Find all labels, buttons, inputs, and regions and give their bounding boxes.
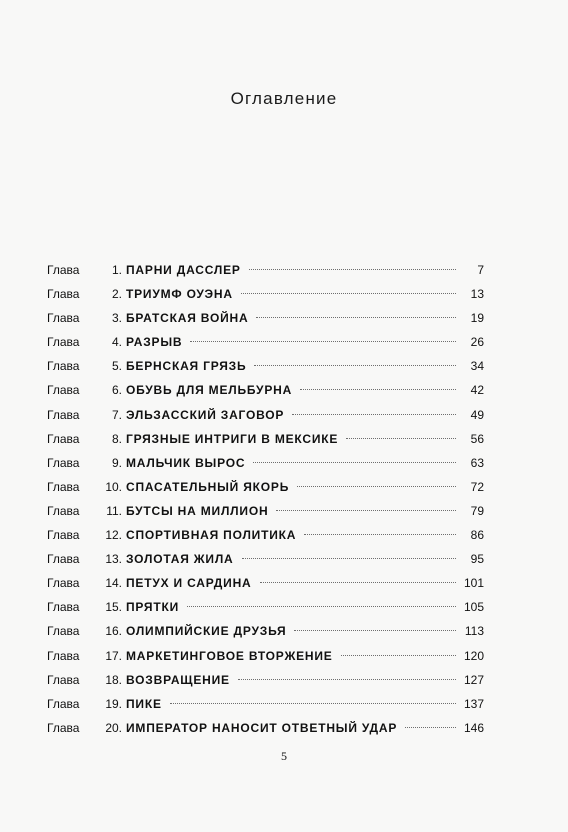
page-number: 5 xyxy=(281,749,287,763)
toc-row-9[interactable] xyxy=(47,456,484,480)
toc-row-17[interactable] xyxy=(47,649,484,673)
toc-row-18[interactable] xyxy=(47,673,484,697)
dot-leader xyxy=(294,630,456,631)
dot-leader xyxy=(276,510,456,511)
dot-leader xyxy=(292,414,456,415)
toc-row-20[interactable] xyxy=(47,721,484,745)
chapter-title: СПАСАТЕЛЬНЫЙ ЯКОРЬ xyxy=(126,479,290,494)
dot-leader xyxy=(190,341,456,342)
chapter-number: 5. xyxy=(111,359,122,374)
chapter-number: 15. xyxy=(105,600,122,615)
toc-row-15[interactable] xyxy=(47,600,484,624)
toc-row-4[interactable] xyxy=(47,335,484,359)
chapter-page-number: 34 xyxy=(470,359,484,374)
chapter-prefix: Глава xyxy=(47,552,80,567)
chapter-page-number: 137 xyxy=(463,696,484,711)
chapter-prefix: Глава xyxy=(47,648,80,663)
dot-leader xyxy=(300,389,456,390)
dot-leader xyxy=(253,462,456,463)
chapter-prefix: Глава xyxy=(47,455,80,470)
chapter-title: ПИКЕ xyxy=(126,696,162,711)
toc-row-8[interactable] xyxy=(47,432,484,456)
toc-row-7[interactable] xyxy=(47,408,484,432)
chapter-title: БРАТСКАЯ ВОЙНА xyxy=(126,311,249,326)
chapter-prefix: Глава xyxy=(47,528,80,543)
toc-row-16[interactable] xyxy=(47,624,484,648)
toc-row-10[interactable] xyxy=(47,480,484,504)
chapter-page-number: 127 xyxy=(463,672,484,687)
dot-leader xyxy=(238,679,456,680)
chapter-prefix: Глава xyxy=(47,407,80,422)
chapter-number: 10. xyxy=(105,479,122,494)
chapter-title: МАРКЕТИНГОВОЕ ВТОРЖЕНИЕ xyxy=(126,648,333,663)
chapter-title: БЕРНСКАЯ ГРЯЗЬ xyxy=(126,359,247,374)
chapter-number: 16. xyxy=(105,624,122,639)
chapter-number: 9. xyxy=(111,455,122,470)
chapter-page-number: 113 xyxy=(464,624,484,639)
chapter-title: ИМПЕРАТОР НАНОСИТ ОТВЕТНЫЙ УДАР xyxy=(126,720,398,735)
chapter-number: 1. xyxy=(111,263,122,277)
chapter-number: 11. xyxy=(106,503,122,518)
chapter-title: РАЗРЫВ xyxy=(126,335,183,350)
chapter-number: 2. xyxy=(111,287,122,302)
dot-leader xyxy=(242,558,456,559)
dot-leader xyxy=(341,655,456,656)
dot-leader xyxy=(249,269,456,270)
dot-leader xyxy=(260,582,456,583)
toc-row-11[interactable] xyxy=(47,504,484,528)
chapter-prefix: Глава xyxy=(47,672,80,687)
toc-row-5[interactable] xyxy=(47,359,484,383)
toc-row-12[interactable] xyxy=(47,528,484,552)
chapter-prefix: Глава xyxy=(47,311,80,326)
toc-row-6[interactable] xyxy=(47,383,484,407)
chapter-prefix: Глава xyxy=(47,287,80,302)
chapter-title: ЗОЛОТАЯ ЖИЛА xyxy=(126,552,234,567)
chapter-page-number: 26 xyxy=(470,335,484,350)
chapter-prefix: Глава xyxy=(47,359,80,374)
chapter-number: 4. xyxy=(111,335,122,350)
chapter-page-number: 86 xyxy=(470,528,484,543)
chapter-page-number: 95 xyxy=(470,552,484,567)
toc-row-3[interactable] xyxy=(47,311,484,335)
chapter-title: ОБУВЬ ДЛЯ МЕЛЬБУРНА xyxy=(126,383,293,398)
chapter-number: 7. xyxy=(111,407,122,422)
chapter-page-number: 42 xyxy=(470,383,484,398)
chapter-prefix: Глава xyxy=(47,479,80,494)
chapter-page-number: 13 xyxy=(470,287,484,302)
chapter-title: ПАРНИ ДАССЛЕР xyxy=(126,263,241,277)
chapter-title: МАЛЬЧИК ВЫРОС xyxy=(126,455,246,470)
chapter-prefix: Глава xyxy=(47,696,80,711)
dot-leader xyxy=(304,534,456,535)
chapter-title: ЭЛЬЗАССКИЙ ЗАГОВОР xyxy=(126,407,285,422)
dot-leader xyxy=(405,727,456,728)
chapter-page-number: 120 xyxy=(463,648,484,663)
chapter-page-number: 49 xyxy=(470,407,484,422)
chapter-page-number: 63 xyxy=(470,455,484,470)
dot-leader xyxy=(170,703,456,704)
chapter-page-number: 101 xyxy=(463,576,484,591)
chapter-prefix: Глава xyxy=(47,335,80,350)
chapter-title: ПЕТУХ И САРДИНА xyxy=(126,576,252,591)
dot-leader xyxy=(241,293,456,294)
chapter-prefix: Глава xyxy=(47,576,80,591)
dot-leader xyxy=(254,365,456,366)
dot-leader xyxy=(346,438,456,439)
table-of-contents xyxy=(47,263,484,745)
chapter-title: ПРЯТКИ xyxy=(126,600,180,615)
chapter-number: 3. xyxy=(111,311,122,326)
chapter-title: ГРЯЗНЫЕ ИНТРИГИ В МЕКСИКЕ xyxy=(126,431,339,446)
chapter-number: 20. xyxy=(105,720,122,735)
toc-row-13[interactable] xyxy=(47,552,484,576)
chapter-page-number: 7 xyxy=(477,263,484,277)
chapter-page-number: 79 xyxy=(470,503,484,518)
chapter-title: ОЛИМПИЙСКИЕ ДРУЗЬЯ xyxy=(126,624,287,639)
dot-leader xyxy=(187,606,456,607)
chapter-prefix: Глава xyxy=(47,503,80,518)
chapter-number: 6. xyxy=(111,383,122,398)
chapter-page-number: 56 xyxy=(470,431,484,446)
toc-row-14[interactable] xyxy=(47,576,484,600)
chapter-title: ТРИУМФ ОУЭНА xyxy=(126,287,233,302)
chapter-number: 14. xyxy=(105,576,122,591)
chapter-prefix: Глава xyxy=(47,263,80,277)
toc-row-19[interactable] xyxy=(47,697,484,721)
chapter-prefix: Глава xyxy=(47,383,80,398)
chapter-number: 8. xyxy=(111,431,122,446)
toc-row-1[interactable] xyxy=(47,263,484,287)
dot-leader xyxy=(297,486,456,487)
chapter-number: 19. xyxy=(105,696,122,711)
toc-row-2[interactable] xyxy=(47,287,484,311)
chapter-number: 18. xyxy=(105,672,122,687)
chapter-page-number: 19 xyxy=(470,311,484,326)
chapter-title: СПОРТИВНАЯ ПОЛИТИКА xyxy=(126,528,297,543)
chapter-prefix: Глава xyxy=(47,624,80,639)
chapter-page-number: 105 xyxy=(463,600,484,615)
chapter-prefix: Глава xyxy=(47,431,80,446)
chapter-page-number: 72 xyxy=(470,479,484,494)
chapter-prefix: Глава xyxy=(47,600,80,615)
dot-leader xyxy=(256,317,456,318)
chapter-number: 12. xyxy=(105,528,122,543)
chapter-number: 13. xyxy=(105,552,122,567)
chapter-number: 17. xyxy=(105,648,122,663)
chapter-title: ВОЗВРАЩЕНИЕ xyxy=(126,672,230,687)
chapter-page-number: 146 xyxy=(463,720,484,735)
chapter-title: БУТСЫ НА МИЛЛИОН xyxy=(126,503,269,518)
chapter-prefix: Глава xyxy=(47,720,80,735)
page-title: Оглавление xyxy=(230,89,338,108)
